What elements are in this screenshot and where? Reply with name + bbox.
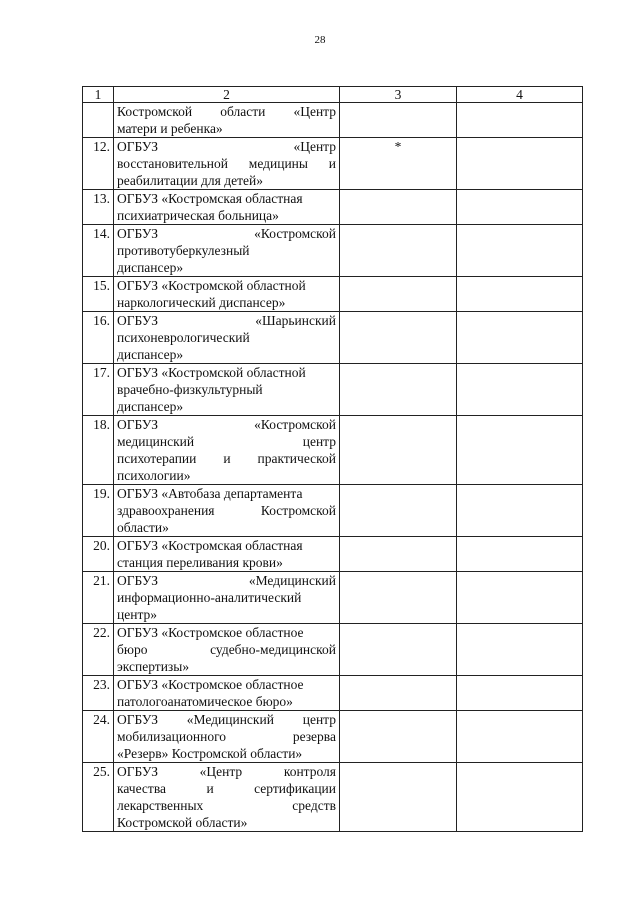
page-number: 28 bbox=[314, 34, 326, 46]
table-row bbox=[83, 138, 583, 190]
institution-name bbox=[114, 711, 340, 763]
institution-name-line: ОГБУЗ «Центр bbox=[117, 139, 336, 154]
institution-name-line: ОГБУЗ «Медицинский центр bbox=[117, 712, 336, 727]
column-4-cell bbox=[457, 537, 583, 572]
institution-name bbox=[114, 416, 340, 485]
institution-name-line: информационно-аналитический bbox=[117, 590, 302, 605]
institution-name bbox=[114, 572, 340, 624]
column-4-cell bbox=[457, 312, 583, 364]
institution-name bbox=[114, 277, 340, 312]
table-row bbox=[83, 624, 583, 676]
column-3-cell bbox=[340, 416, 457, 485]
institution-name-line: ОГБУЗ «Костромское областное bbox=[117, 625, 304, 640]
column-4-cell bbox=[457, 676, 583, 711]
column-header-1: 1 bbox=[83, 87, 114, 103]
institution-name bbox=[114, 190, 340, 225]
institution-name-line: ОГБУЗ «Костромской bbox=[117, 417, 336, 432]
row-number: 12. bbox=[83, 138, 114, 190]
column-4-cell bbox=[457, 103, 583, 138]
institution-name bbox=[114, 624, 340, 676]
institution-name-line: здравоохранения Костромской bbox=[117, 503, 336, 518]
table-row bbox=[83, 364, 583, 416]
row-number: 20. bbox=[83, 537, 114, 572]
institution-name-line: ОГБУЗ «Костромской областной bbox=[117, 365, 306, 380]
institution-name bbox=[114, 364, 340, 416]
column-3-cell bbox=[340, 190, 457, 225]
column-3-cell bbox=[340, 103, 457, 138]
institution-name-line: качества и сертификации bbox=[117, 781, 336, 796]
institution-name-line: матери и ребенка» bbox=[117, 121, 223, 136]
row-number: 22. bbox=[83, 624, 114, 676]
column-4-cell bbox=[457, 277, 583, 312]
row-number: 25. bbox=[83, 763, 114, 832]
institution-name-line: ОГБУЗ «Костромской областной bbox=[117, 278, 306, 293]
table-row bbox=[83, 676, 583, 711]
institution-name bbox=[114, 676, 340, 711]
institution-name-line: патологоанатомическое бюро» bbox=[117, 694, 293, 709]
table-row bbox=[83, 572, 583, 624]
column-3-cell bbox=[340, 711, 457, 763]
institution-name bbox=[114, 312, 340, 364]
institution-name-line: ОГБУЗ «Автобаза департамента bbox=[117, 486, 303, 501]
table-row bbox=[83, 763, 583, 832]
institution-name-line: диспансер» bbox=[117, 347, 184, 362]
table-header-row bbox=[83, 87, 583, 103]
institution-name-line: восстановительной медицины и bbox=[117, 156, 336, 171]
column-3-cell bbox=[340, 763, 457, 832]
row-number: 19. bbox=[83, 485, 114, 537]
column-4-cell bbox=[457, 763, 583, 832]
table-row bbox=[83, 485, 583, 537]
table-row bbox=[83, 190, 583, 225]
institution-name bbox=[114, 485, 340, 537]
institution-name-line: лекарственных средств bbox=[117, 798, 336, 813]
institution-name-line: Костромской области» bbox=[117, 815, 248, 830]
column-4-cell bbox=[457, 225, 583, 277]
column-3-cell bbox=[340, 537, 457, 572]
column-3-cell bbox=[340, 277, 457, 312]
column-4-cell bbox=[457, 711, 583, 763]
column-header-3: 3 bbox=[340, 87, 457, 103]
institution-name-line: ОГБУЗ «Центр контроля bbox=[117, 764, 336, 779]
institution-name-line: врачебно-физкультурный bbox=[117, 382, 263, 397]
column-4-cell bbox=[457, 624, 583, 676]
institution-name-line: ОГБУЗ «Медицинский bbox=[117, 573, 336, 588]
column-4-cell bbox=[457, 190, 583, 225]
row-number: 18. bbox=[83, 416, 114, 485]
institution-name-line: медицинский центр bbox=[117, 434, 336, 449]
institution-name-line: экспертизы» bbox=[117, 659, 190, 674]
column-4-cell bbox=[457, 138, 583, 190]
column-3-cell bbox=[340, 364, 457, 416]
column-4-cell bbox=[457, 572, 583, 624]
column-3-cell: * bbox=[340, 138, 457, 190]
column-4-cell bbox=[457, 416, 583, 485]
institutions-table bbox=[82, 86, 583, 832]
row-number: 14. bbox=[83, 225, 114, 277]
table-row bbox=[83, 537, 583, 572]
column-3-cell bbox=[340, 624, 457, 676]
row-number bbox=[83, 103, 114, 138]
institution-name-line: диспансер» bbox=[117, 399, 184, 414]
institution-name-line: мобилизационного резерва bbox=[117, 729, 336, 744]
institution-name-line: центр» bbox=[117, 607, 158, 622]
institution-name-line: реабилитации для детей» bbox=[117, 173, 263, 188]
column-3-cell bbox=[340, 312, 457, 364]
row-number: 16. bbox=[83, 312, 114, 364]
institution-name-line: психоневрологический bbox=[117, 330, 250, 345]
institution-name-line: психотерапии и практической bbox=[117, 451, 336, 466]
institution-name-line: диспансер» bbox=[117, 260, 184, 275]
institution-name-line: ОГБУЗ «Костромской bbox=[117, 226, 336, 241]
institution-name-line: психологии» bbox=[117, 468, 191, 483]
row-number: 17. bbox=[83, 364, 114, 416]
institution-name bbox=[114, 763, 340, 832]
row-number: 21. bbox=[83, 572, 114, 624]
institution-name bbox=[114, 537, 340, 572]
institution-name-line: ОГБУЗ «Костромское областное bbox=[117, 677, 304, 692]
column-3-cell bbox=[340, 572, 457, 624]
institution-name bbox=[114, 225, 340, 277]
institution-name bbox=[114, 138, 340, 190]
row-number: 15. bbox=[83, 277, 114, 312]
table-row bbox=[83, 225, 583, 277]
row-number: 13. bbox=[83, 190, 114, 225]
column-3-cell bbox=[340, 485, 457, 537]
column-header-2: 2 bbox=[114, 87, 340, 103]
table-row bbox=[83, 711, 583, 763]
institution-name-line: станция переливания крови» bbox=[117, 555, 283, 570]
institution-name-line: наркологический диспансер» bbox=[117, 295, 286, 310]
institution-name bbox=[114, 103, 340, 138]
institution-name-line: ОГБУЗ «Костромская областная bbox=[117, 538, 303, 553]
institution-name-line: ОГБУЗ «Шарьинский bbox=[117, 313, 336, 328]
institution-name-line: области» bbox=[117, 520, 169, 535]
institution-name-line: психиатрическая больница» bbox=[117, 208, 279, 223]
column-3-cell bbox=[340, 225, 457, 277]
institution-name-line: Костромской области «Центр bbox=[117, 104, 336, 119]
column-4-cell bbox=[457, 364, 583, 416]
column-4-cell bbox=[457, 485, 583, 537]
institution-name-line: ОГБУЗ «Костромская областная bbox=[117, 191, 303, 206]
table-row bbox=[83, 312, 583, 364]
table-body bbox=[83, 103, 583, 832]
table-row bbox=[83, 416, 583, 485]
row-number: 23. bbox=[83, 676, 114, 711]
column-3-cell bbox=[340, 676, 457, 711]
row-number: 24. bbox=[83, 711, 114, 763]
table-row bbox=[83, 277, 583, 312]
table-row bbox=[83, 103, 583, 138]
column-header-4: 4 bbox=[457, 87, 583, 103]
institution-name-line: бюро судебно-медицинской bbox=[117, 642, 336, 657]
institution-name-line: «Резерв» Костромской области» bbox=[117, 746, 303, 761]
institution-name-line: противотуберкулезный bbox=[117, 243, 250, 258]
